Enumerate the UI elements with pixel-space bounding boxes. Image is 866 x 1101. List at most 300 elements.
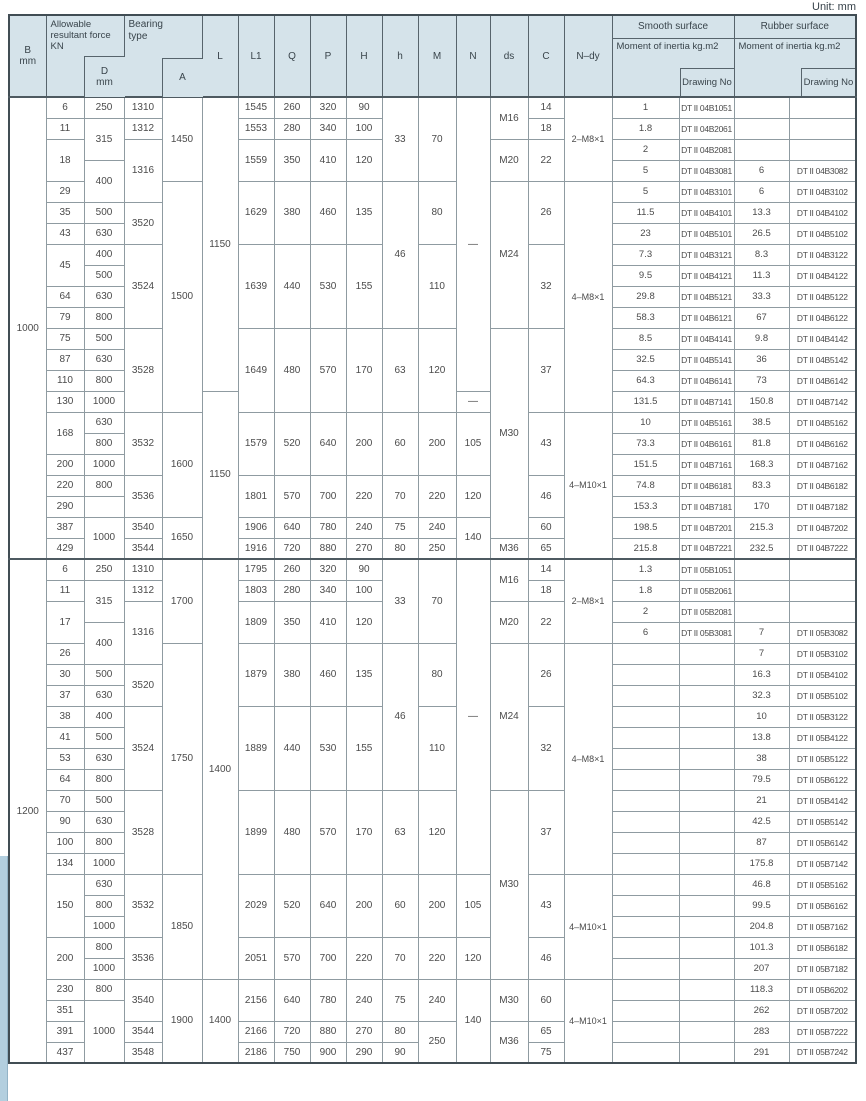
cell-a: 1600 — [162, 412, 202, 517]
cell-kn: 90 — [46, 811, 84, 832]
cell-q: 640 — [274, 979, 310, 1021]
cell-hh: 90 — [346, 559, 382, 580]
cell-p: 340 — [310, 118, 346, 139]
cell-q: 260 — [274, 559, 310, 580]
cell-mir: 79.5 — [734, 769, 789, 790]
cell-ds: M16 — [490, 97, 528, 139]
cell-bt: 3540 — [124, 979, 162, 1021]
cell-mir: 32.3 — [734, 685, 789, 706]
cell-hh: 220 — [346, 475, 382, 517]
cell-mis: 5 — [612, 160, 679, 181]
cell-dnr: DT II 05B4142 — [789, 790, 856, 811]
cell-l1: 1906 — [238, 517, 274, 538]
cell-ds: M30 — [490, 328, 528, 538]
cell-b: 1000 — [9, 97, 46, 559]
cell-dns: DT II 04B7181 — [679, 496, 734, 517]
cell-kn: 200 — [46, 937, 84, 979]
cell-kn: 130 — [46, 391, 84, 412]
cell-bt: 3532 — [124, 412, 162, 475]
cell-bt: 1312 — [124, 580, 162, 601]
cell-p: 780 — [310, 979, 346, 1021]
cell-d: 630 — [84, 412, 124, 433]
cell-a: 1450 — [162, 97, 202, 181]
cell-mis: 9.5 — [612, 265, 679, 286]
cell-p: 900 — [310, 1042, 346, 1063]
cell-mis: 1.8 — [612, 580, 679, 601]
cell-dns: DT II 05B1051 — [679, 559, 734, 580]
header-ndy: N–dy — [564, 15, 612, 97]
cell-dnr: DT II 05B7222 — [789, 1021, 856, 1042]
cell-mir: 215.3 — [734, 517, 789, 538]
cell-mis — [612, 727, 679, 748]
cell-a: 1700 — [162, 559, 202, 643]
cell-mir: 204.8 — [734, 916, 789, 937]
cell-h: 70 — [382, 937, 418, 979]
cell-q: 380 — [274, 181, 310, 244]
cell-d: 1000 — [84, 958, 124, 979]
cell-l1: 2166 — [238, 1021, 274, 1042]
cell-dnr: DT II 05B6162 — [789, 895, 856, 916]
cell-h: 33 — [382, 97, 418, 181]
cell-ds: M16 — [490, 559, 528, 601]
cell-ndy: 4–M8×1 — [564, 181, 612, 412]
cell-l: 1150 — [202, 391, 238, 559]
table-row — [9, 517, 856, 538]
cell-n: 120 — [456, 475, 490, 517]
cell-d: 500 — [84, 727, 124, 748]
cell-kn: 290 — [46, 496, 84, 517]
cell-dnr: DT II 05B6202 — [789, 979, 856, 1000]
cell-dnr: DT II 04B6182 — [789, 475, 856, 496]
cell-mir: 283 — [734, 1021, 789, 1042]
cell-bt: 1310 — [124, 559, 162, 580]
cell-kn: 168 — [46, 412, 84, 454]
header-bearing-type — [124, 15, 202, 97]
cell-dns: DT II 04B4141 — [679, 328, 734, 349]
cell-a: 1900 — [162, 979, 202, 1063]
cell-d: 800 — [84, 433, 124, 454]
table-row — [9, 412, 856, 433]
cell-dnr: DT II 05B7162 — [789, 916, 856, 937]
cell-dns — [679, 664, 734, 685]
header-c: C — [528, 15, 564, 97]
cell-kn: 64 — [46, 769, 84, 790]
cell-mis: 151.5 — [612, 454, 679, 475]
cell-bt: 1312 — [124, 118, 162, 139]
cell-c: 14 — [528, 97, 564, 118]
cell-dns — [679, 1042, 734, 1063]
cell-hh: 155 — [346, 706, 382, 790]
cell-l1: 2051 — [238, 937, 274, 979]
header-allowable-force — [46, 15, 124, 97]
spec-table-body — [9, 97, 856, 1063]
header-smooth-drawing-no: Drawing No — [680, 68, 734, 96]
cell-mir: 232.5 — [734, 538, 789, 559]
cell-mir: 38 — [734, 748, 789, 769]
cell-mis: 73.3 — [612, 433, 679, 454]
cell-dnr: DT II 04B3122 — [789, 244, 856, 265]
cell-hh: 100 — [346, 118, 382, 139]
cell-dns — [679, 706, 734, 727]
cell-mis — [612, 790, 679, 811]
cell-dnr: DT II 04B5102 — [789, 223, 856, 244]
cell-l1: 1889 — [238, 706, 274, 790]
cell-d: 400 — [84, 160, 124, 202]
header-d — [84, 56, 125, 97]
cell-mir: 207 — [734, 958, 789, 979]
table-row — [9, 706, 856, 727]
cell-q: 260 — [274, 97, 310, 118]
cell-d: 630 — [84, 223, 124, 244]
cell-p: 700 — [310, 475, 346, 517]
cell-mis — [612, 895, 679, 916]
cell-c: 46 — [528, 937, 564, 979]
cell-l1: 2029 — [238, 874, 274, 937]
header-row — [9, 15, 856, 97]
cell-c: 43 — [528, 412, 564, 475]
cell-d: 800 — [84, 895, 124, 916]
cell-p: 880 — [310, 538, 346, 559]
cell-dnr: DT II 05B7182 — [789, 958, 856, 979]
cell-m: 70 — [418, 559, 456, 643]
cell-hh: 290 — [346, 1042, 382, 1063]
cell-dnr: DT II 04B3082 — [789, 160, 856, 181]
cell-d — [84, 496, 124, 517]
cell-h: 63 — [382, 328, 418, 412]
cell-q: 640 — [274, 517, 310, 538]
cell-p: 460 — [310, 643, 346, 706]
cell-dns: DT II 04B4101 — [679, 202, 734, 223]
unit-label: Unit: mm — [812, 1, 856, 13]
cell-dnr: DT II 05B3082 — [789, 622, 856, 643]
cell-kn: 87 — [46, 349, 84, 370]
cell-bt: 1310 — [124, 97, 162, 118]
header-rubber-title: Rubber surface — [735, 16, 856, 39]
cell-dns: DT II 04B5101 — [679, 223, 734, 244]
table-row — [9, 244, 856, 265]
cell-p: 460 — [310, 181, 346, 244]
cell-ds: M36 — [490, 538, 528, 559]
cell-l1: 1809 — [238, 601, 274, 643]
cell-bt: 3536 — [124, 475, 162, 517]
cell-kn: 150 — [46, 874, 84, 937]
cell-bt: 3524 — [124, 706, 162, 790]
cell-q: 520 — [274, 412, 310, 475]
cell-d: 1000 — [84, 517, 124, 559]
cell-p: 570 — [310, 790, 346, 874]
cell-m: 250 — [418, 1021, 456, 1063]
cell-c: 22 — [528, 601, 564, 643]
cell-q: 480 — [274, 790, 310, 874]
cell-mir — [734, 97, 789, 118]
cell-m: 240 — [418, 979, 456, 1021]
cell-p: 410 — [310, 601, 346, 643]
cell-mis: 2 — [612, 139, 679, 160]
header-a — [162, 58, 203, 97]
cell-m: 240 — [418, 517, 456, 538]
header-smooth-moi: Moment of inertia kg.m2 — [616, 41, 719, 52]
cell-mis: 32.5 — [612, 349, 679, 370]
cell-l1: 1639 — [238, 244, 274, 328]
cell-dnr: DT II 04B5142 — [789, 349, 856, 370]
header-rubber-surface — [734, 15, 856, 97]
cell-p: 410 — [310, 139, 346, 181]
cell-dns: DT II 04B7221 — [679, 538, 734, 559]
cell-d: 800 — [84, 307, 124, 328]
cell-n: 140 — [456, 517, 490, 559]
cell-kn: 351 — [46, 1000, 84, 1021]
cell-m: 200 — [418, 412, 456, 475]
cell-mis: 131.5 — [612, 391, 679, 412]
cell-kn: 64 — [46, 286, 84, 307]
cell-dnr — [789, 118, 856, 139]
cell-m: 220 — [418, 475, 456, 517]
cell-hh: 270 — [346, 538, 382, 559]
cell-hh: 220 — [346, 937, 382, 979]
cell-dns — [679, 811, 734, 832]
cell-a: 1750 — [162, 643, 202, 874]
cell-dns — [679, 958, 734, 979]
header-ds: ds — [490, 15, 528, 97]
cell-ndy: 4–M8×1 — [564, 643, 612, 874]
cell-bt: 3520 — [124, 202, 162, 244]
cell-kn: 45 — [46, 244, 84, 286]
cell-hh: 100 — [346, 580, 382, 601]
cell-kn: 41 — [46, 727, 84, 748]
cell-bt: 1316 — [124, 139, 162, 202]
cell-dns: DT II 04B6181 — [679, 475, 734, 496]
cell-dns — [679, 685, 734, 706]
cell-dns: DT II 04B2061 — [679, 118, 734, 139]
cell-mis: 8.5 — [612, 328, 679, 349]
cell-bt: 3524 — [124, 244, 162, 328]
cell-h: 46 — [382, 643, 418, 790]
cell-dnr: DT II 05B5162 — [789, 874, 856, 895]
cell-hh: 200 — [346, 412, 382, 475]
cell-dnr: DT II 04B5162 — [789, 412, 856, 433]
cell-dns: DT II 04B6141 — [679, 370, 734, 391]
header-q: Q — [274, 15, 310, 97]
cell-mis — [612, 811, 679, 832]
cell-d: 400 — [84, 622, 124, 664]
cell-a: 1850 — [162, 874, 202, 979]
header-d-label: D — [100, 65, 109, 77]
cell-dnr: DT II 05B5122 — [789, 748, 856, 769]
header-m: M — [418, 15, 456, 97]
cell-m: 80 — [418, 643, 456, 706]
cell-hh: 170 — [346, 328, 382, 412]
cell-hh: 120 — [346, 601, 382, 643]
cell-mir: 99.5 — [734, 895, 789, 916]
cell-ndy: 2–M8×1 — [564, 559, 612, 643]
cell-dns: DT II 04B3081 — [679, 160, 734, 181]
cell-q: 440 — [274, 706, 310, 790]
cell-a: 1500 — [162, 181, 202, 412]
cell-d: 800 — [84, 370, 124, 391]
cell-l: 1400 — [202, 979, 238, 1063]
header-n: N — [456, 15, 490, 97]
cell-mis — [612, 916, 679, 937]
cell-mir — [734, 139, 789, 160]
cell-mir: 46.8 — [734, 874, 789, 895]
cell-mis: 23 — [612, 223, 679, 244]
cell-ds: M24 — [490, 181, 528, 328]
cell-mir: 83.3 — [734, 475, 789, 496]
cell-kn: 26 — [46, 643, 84, 664]
table-row — [9, 475, 856, 496]
cell-ds: M36 — [490, 1021, 528, 1063]
cell-dnr: DT II 05B4102 — [789, 664, 856, 685]
cell-mis — [612, 685, 679, 706]
cell-q: 380 — [274, 643, 310, 706]
cell-dnr: DT II 05B7142 — [789, 853, 856, 874]
cell-mir: 81.8 — [734, 433, 789, 454]
cell-mis — [612, 832, 679, 853]
cell-kn: 30 — [46, 664, 84, 685]
cell-bt: 3536 — [124, 937, 162, 979]
cell-kn: 387 — [46, 517, 84, 538]
cell-dnr: DT II 05B7242 — [789, 1042, 856, 1063]
cell-dnr: DT II 04B7142 — [789, 391, 856, 412]
cell-kn: 35 — [46, 202, 84, 223]
cell-c: 26 — [528, 181, 564, 244]
cell-dnr: DT II 05B6122 — [789, 769, 856, 790]
cell-hh: 170 — [346, 790, 382, 874]
cell-dnr: DT II 05B6182 — [789, 937, 856, 958]
cell-dns: DT II 05B3081 — [679, 622, 734, 643]
header-smooth-surface — [612, 15, 734, 97]
cell-dnr: DT II 04B7162 — [789, 454, 856, 475]
cell-bt: 3528 — [124, 790, 162, 874]
cell-kn: 11 — [46, 580, 84, 601]
cell-mis — [612, 643, 679, 664]
cell-ndy: 2–M8×1 — [564, 97, 612, 181]
cell-l1: 2156 — [238, 979, 274, 1021]
header-l1: L1 — [238, 15, 274, 97]
cell-c: 18 — [528, 580, 564, 601]
cell-d: 500 — [84, 664, 124, 685]
cell-kn: 437 — [46, 1042, 84, 1063]
cell-n: 105 — [456, 874, 490, 937]
cell-mir: 10 — [734, 706, 789, 727]
cell-kn: 43 — [46, 223, 84, 244]
cell-kn: 37 — [46, 685, 84, 706]
cell-dnr: DT II 05B6142 — [789, 832, 856, 853]
cell-c: 22 — [528, 139, 564, 181]
cell-mir: 73 — [734, 370, 789, 391]
cell-dnr — [789, 139, 856, 160]
cell-kn: 79 — [46, 307, 84, 328]
cell-dnr — [789, 559, 856, 580]
cell-bt: 3520 — [124, 664, 162, 706]
cell-n: 105 — [456, 412, 490, 475]
cell-p: 320 — [310, 559, 346, 580]
header-b-label: B — [24, 45, 32, 56]
table-row — [9, 937, 856, 958]
cell-m: 120 — [418, 790, 456, 874]
cell-dns: DT II 04B3121 — [679, 244, 734, 265]
cell-mir: 9.8 — [734, 328, 789, 349]
cell-dns — [679, 727, 734, 748]
cell-kn: 100 — [46, 832, 84, 853]
cell-mir: 42.5 — [734, 811, 789, 832]
cell-bt: 3540 — [124, 517, 162, 538]
cell-kn: 200 — [46, 454, 84, 475]
left-edge-strip — [0, 856, 8, 1101]
cell-mir: 11.3 — [734, 265, 789, 286]
cell-m: 220 — [418, 937, 456, 979]
cell-mis: 1.8 — [612, 118, 679, 139]
cell-m: 250 — [418, 538, 456, 559]
cell-hh: 135 — [346, 181, 382, 244]
cell-hh: 135 — [346, 643, 382, 706]
cell-c: 75 — [528, 1042, 564, 1063]
cell-bt: 3548 — [124, 1042, 162, 1063]
cell-d: 630 — [84, 811, 124, 832]
cell-d: 400 — [84, 706, 124, 727]
cell-p: 340 — [310, 580, 346, 601]
header-h-cap: H — [346, 15, 382, 97]
cell-p: 640 — [310, 412, 346, 475]
cell-q: 720 — [274, 1021, 310, 1042]
cell-d: 250 — [84, 559, 124, 580]
cell-kn: 53 — [46, 748, 84, 769]
cell-hh: 155 — [346, 244, 382, 328]
cell-q: 720 — [274, 538, 310, 559]
header-smooth-title: Smooth surface — [613, 16, 734, 39]
cell-kn: 18 — [46, 139, 84, 181]
cell-d: 1000 — [84, 391, 124, 412]
cell-dns: DT II 04B5161 — [679, 412, 734, 433]
cell-mis: 153.3 — [612, 496, 679, 517]
cell-dns — [679, 1021, 734, 1042]
header-a-label: A — [179, 72, 186, 84]
cell-bt: 3544 — [124, 538, 162, 559]
table-row — [9, 790, 856, 811]
cell-dns: DT II 04B6161 — [679, 433, 734, 454]
cell-mir — [734, 118, 789, 139]
header-allowable-label: Allowable resultant force KN — [50, 19, 111, 53]
spec-table — [8, 14, 857, 1064]
cell-d: 800 — [84, 979, 124, 1000]
cell-d: 800 — [84, 475, 124, 496]
cell-mir: 13.8 — [734, 727, 789, 748]
cell-mis: 10 — [612, 412, 679, 433]
cell-mir: 36 — [734, 349, 789, 370]
cell-n: — — [456, 97, 490, 391]
cell-n: — — [456, 559, 490, 874]
cell-mis — [612, 853, 679, 874]
cell-d: 800 — [84, 769, 124, 790]
cell-kn: 230 — [46, 979, 84, 1000]
cell-dns: DT II 04B3101 — [679, 181, 734, 202]
cell-dnr: DT II 04B7182 — [789, 496, 856, 517]
cell-mir: 118.3 — [734, 979, 789, 1000]
cell-n: — — [456, 391, 490, 412]
cell-c: 32 — [528, 706, 564, 790]
cell-dnr: DT II 05B7202 — [789, 1000, 856, 1021]
cell-l1: 1553 — [238, 118, 274, 139]
cell-kn: 6 — [46, 97, 84, 118]
cell-d: 250 — [84, 97, 124, 118]
cell-dns: DT II 04B5121 — [679, 286, 734, 307]
header-l: L — [202, 15, 238, 97]
table-row — [9, 538, 856, 559]
cell-d: 630 — [84, 286, 124, 307]
cell-l: 1150 — [202, 97, 238, 391]
cell-a: 1650 — [162, 517, 202, 559]
cell-n: 140 — [456, 979, 490, 1063]
